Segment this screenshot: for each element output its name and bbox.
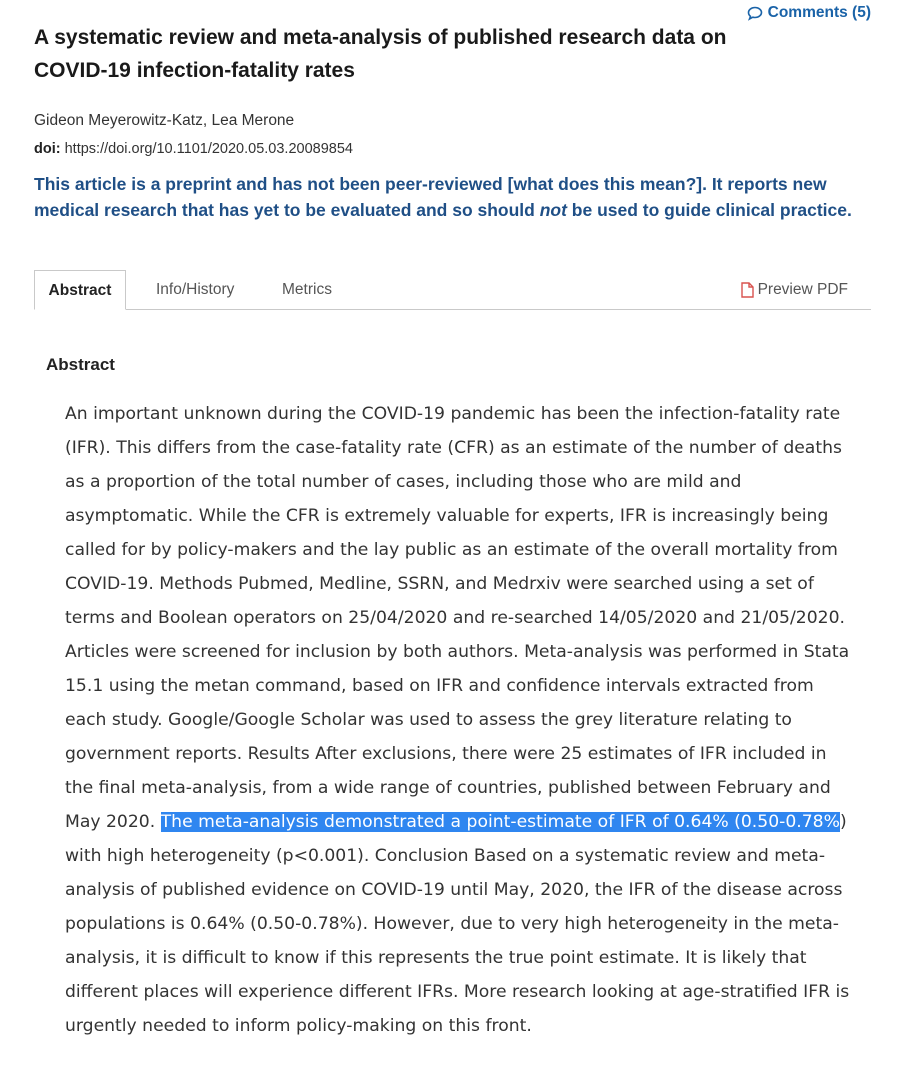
comments-label: Comments (5): [767, 4, 871, 21]
preview-pdf-button[interactable]: [741, 270, 848, 309]
tab-info-history[interactable]: Info/History: [156, 281, 235, 298]
abstract-selected-text[interactable]: The meta-analysis demonstrated a point-estimate of IFR of 0.64% (0.50-0.78%: [160, 812, 840, 832]
author-list: Gideon Meyerowitz-Katz, Lea Merone: [34, 112, 295, 129]
notice-text-3: be used to guide clinical practice.: [566, 199, 852, 220]
notice-text-1: This article is a preprint and has not been peer-reviewed: [34, 174, 508, 194]
abstract-text-after: ) with high heterogeneity (p<0.001). Conclusion Based on a systematic review and meta-analysis of published evidence on COVID-19 until May, 2020, the IFR of the disease across populations is 0.64% (0.50-0.78%). However, due to very high heterogeneity in the meta-analysis, it is difficult to know if this represents the true point estimate. It is likely that different places will experience different IFRs. More research looking at age-stratified IFR is urgently needed to inform policy-making on this front.: [65, 812, 850, 1036]
what-does-this-mean-link[interactable]: [what does this mean?]: [507, 174, 703, 194]
abstract-text-before: An important unknown during the COVID-19 pandemic has been the infection-fatality rate (IFR). This differs from the case-fatality rate (CFR) as an estimate of the number of deaths as a proportion of the total number of cases, including those who are mild and asymptomatic. While the CFR is extremely valuable for experts, IFR is increasingly being called for by policy-makers and the lay public as an estimate of the overall mortality from COVID-19. Methods Pubmed, Medline, SSRN, and Medrxiv were searched using a set of terms and Boolean operators on 25/04/2020 and re-searched 14/05/2020 and 21/05/2020. Articles were screened for inclusion by both authors. Meta-analysis was performed in Stata 15.1 using the metan command, based on IFR and confidence intervals extracted from each study. Google/Google Scholar was used to assess the grey literature relating to government reports. Results After exclusions, there were 25 estimates of IFR included in the final meta-analysis, from a wide range of countries, published between February and May 2020.: [65, 404, 850, 832]
doi-line: [34, 141, 353, 157]
notice-text-2: . It reports new medical research that has yet to be evaluated and so should: [34, 174, 827, 220]
preprint-notice: [34, 172, 864, 223]
article-title-line1: A systematic review and meta-analysis of published research data on: [34, 26, 727, 49]
article-title-line2: COVID-19 infection-fatality rates: [34, 59, 355, 82]
tab-metrics[interactable]: Metrics: [282, 281, 332, 298]
abstract-heading: Abstract: [46, 355, 115, 374]
doi-label: doi:: [34, 141, 61, 157]
comment-bubble-icon: [747, 6, 763, 21]
abstract-text: [65, 397, 855, 1043]
comments-link[interactable]: [747, 4, 871, 22]
pdf-file-icon: [741, 282, 754, 298]
article-title: [34, 21, 794, 87]
tab-abstract[interactable]: Abstract: [34, 270, 126, 310]
notice-emphasis: not: [539, 199, 567, 220]
doi-link[interactable]: https://doi.org/10.1101/2020.05.03.20089854: [64, 141, 353, 157]
preview-pdf-label: Preview PDF: [757, 281, 848, 298]
article-tabs: [34, 270, 871, 310]
